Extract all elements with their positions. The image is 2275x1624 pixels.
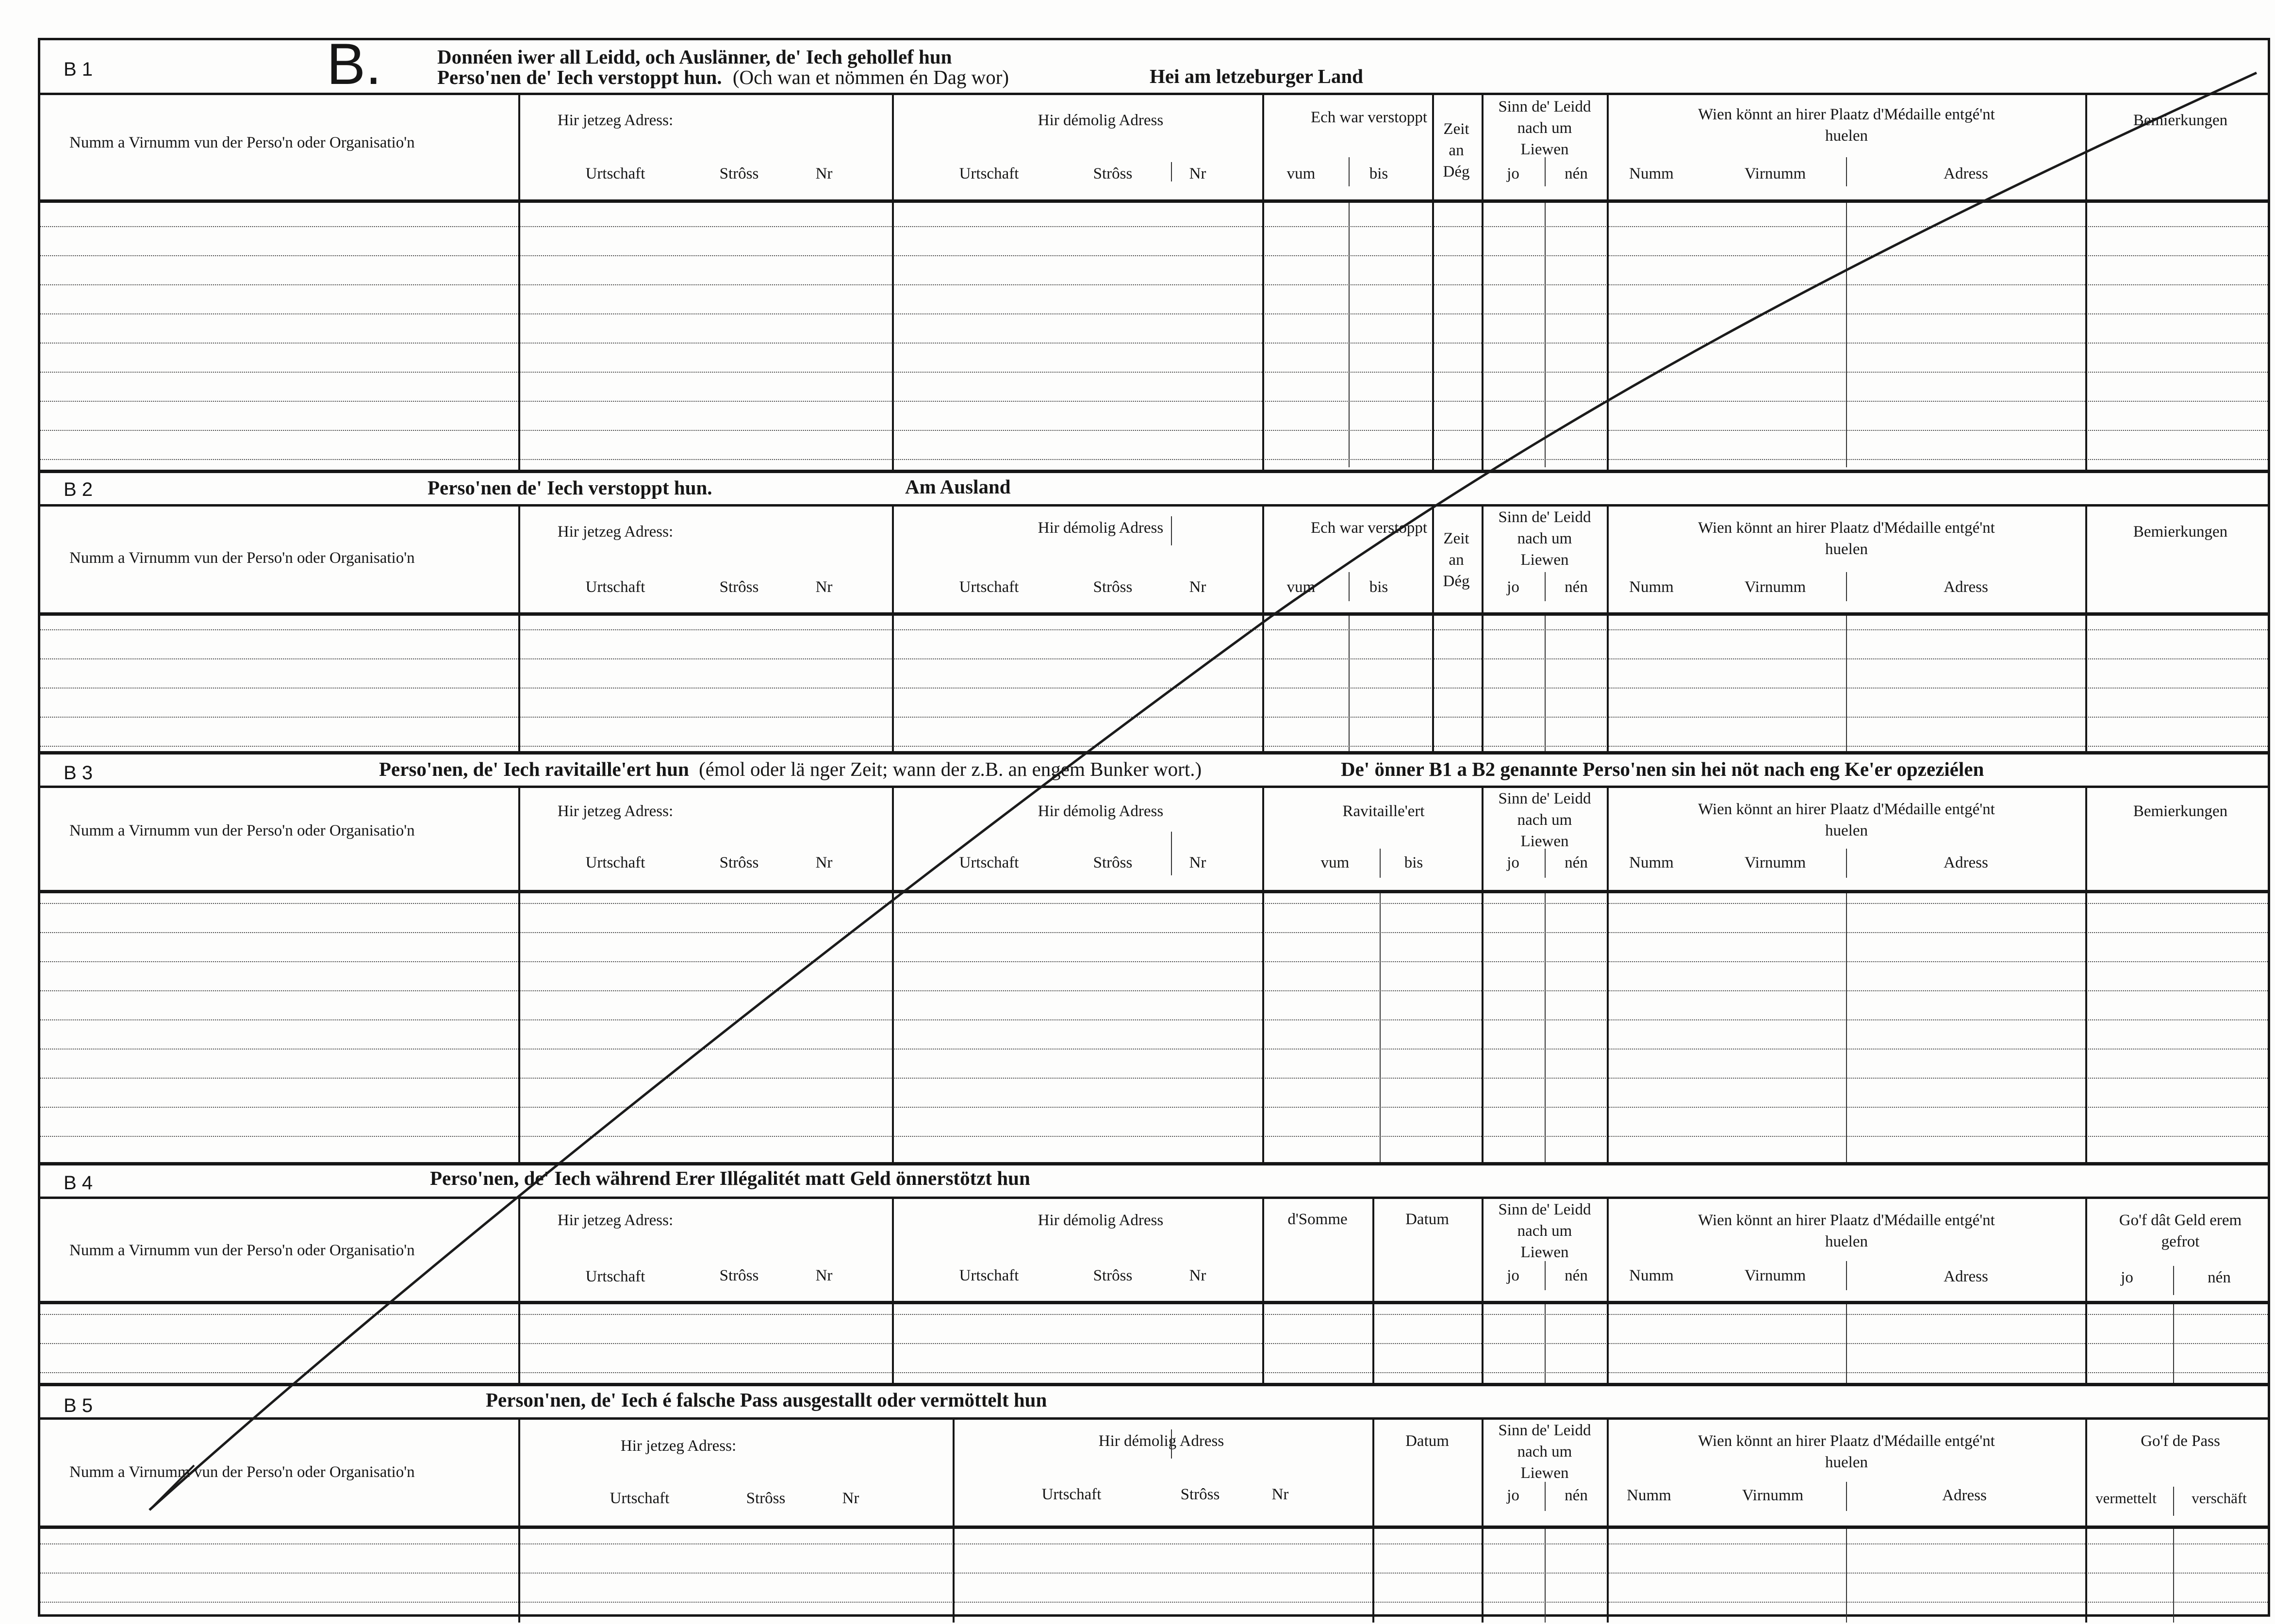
entry-rows[interactable]: [40, 203, 2268, 467]
sub-street: Strôss: [719, 578, 759, 596]
section-title: Perso'nen, de' Iech während Erer Illégalitét matt Geld önnerstötzt hun: [430, 1167, 1030, 1189]
col-sum: d'Somme: [1287, 1211, 1348, 1228]
col-person: Numm a Virnumm vun der Perso'n oder Organisatio'n: [69, 822, 415, 839]
table-row[interactable]: [40, 961, 2268, 962]
section-code: B 3: [64, 762, 93, 784]
col-medal: Wien könnt an hirer Plaatz d'Médaille entgé'nt huelen: [1698, 1432, 1995, 1471]
sub-name: Numm: [1629, 1267, 1674, 1284]
table-row[interactable]: [40, 629, 2268, 630]
col-survived: Sinn de' Leidd nach um Liewen: [1498, 1201, 1591, 1261]
section-subtitle: Hei am letzeburger Land: [1150, 65, 1363, 87]
sub-street: Strôss: [1180, 1486, 1220, 1503]
col-medal: Wien könnt an hirer Plaatz d'Médaille entgé'nt huelen: [1698, 519, 1995, 558]
sub-name: Numm: [1629, 165, 1674, 182]
sub-yes: jo: [1507, 1487, 1519, 1504]
section-title-line2: Perso'nen de' Iech verstoppt hun. (Och wan et nömmen én Dag wor): [437, 66, 1009, 88]
sub-place: Urtschaft: [1041, 1486, 1102, 1503]
entry-rows[interactable]: [40, 616, 2268, 755]
table-row[interactable]: [40, 401, 2268, 402]
sub-yes: jo: [1507, 854, 1519, 871]
entry-rows[interactable]: [40, 893, 2268, 1165]
col-date: Datum: [1405, 1211, 1449, 1228]
sub-nr: Nr: [842, 1490, 859, 1507]
col-survived: Sinn de' Leidd nach um Liewen: [1498, 1422, 1591, 1482]
section-code: B 5: [64, 1395, 93, 1416]
entry-rows[interactable]: [40, 1529, 2268, 1623]
sub-street: Strôss: [719, 854, 759, 871]
col-person: Numm a Virnumm vun der Perso'n oder Organisatio'n: [69, 549, 415, 567]
section-b3-header: [40, 755, 2268, 788]
sub-street: Strôss: [719, 1267, 759, 1284]
column-headers: [40, 95, 2268, 203]
col-current-address: Hir jetzeg Adress:: [557, 523, 674, 541]
sub-place: Urtschaft: [585, 1268, 645, 1285]
sub-address: Adress: [1942, 1487, 1987, 1504]
sub-first-name: Virnumm: [1744, 578, 1806, 596]
sub-first-name: Virnumm: [1742, 1487, 1804, 1504]
col-days: Zeit an Dég: [1443, 530, 1470, 590]
sub-nr: Nr: [815, 854, 833, 871]
sub-street: Strôss: [1093, 578, 1133, 596]
col-survived: Sinn de' Leidd nach um Liewen: [1498, 509, 1591, 569]
section-b4: [40, 1162, 2268, 1386]
section-b5-header: [40, 1386, 2268, 1420]
sub-address: Adress: [1944, 854, 1988, 871]
sub-nr: Nr: [1189, 578, 1206, 596]
table-row[interactable]: [40, 459, 2268, 460]
table-row[interactable]: [40, 372, 2268, 373]
section-code: B 4: [64, 1172, 93, 1194]
table-row[interactable]: [40, 1573, 2268, 1574]
col-current-address: Hir jetzeg Adress:: [557, 112, 674, 129]
col-supplied: Ravitaille'ert: [1342, 803, 1425, 820]
sub-name: Numm: [1629, 578, 1674, 596]
section-b5: [40, 1383, 2268, 1623]
section-b1-header: [40, 32, 2268, 97]
sub-nr: Nr: [1189, 165, 1206, 182]
section-subtitle: De' önner B1 a B2 genannte Perso'nen sin hei nöt nach eng Ke'er opzeziélen: [1341, 758, 1984, 780]
column-headers: [40, 507, 2268, 616]
table-row[interactable]: [40, 1343, 2268, 1344]
section-b4-header: [40, 1165, 2268, 1199]
table-row[interactable]: [40, 1602, 2268, 1603]
sub-nr: Nr: [1189, 854, 1206, 871]
sub-no: nén: [1565, 165, 1588, 182]
table-row[interactable]: [40, 430, 2268, 431]
table-row[interactable]: [40, 990, 2268, 991]
col-remarks: Bemierkungen: [2133, 523, 2228, 541]
section-b3: [40, 751, 2268, 1165]
col-medal: Wien könnt an hirer Plaatz d'Médaille entgé'nt huelen: [1698, 801, 1995, 839]
col-former-address: Hir démolig Adress: [1038, 803, 1164, 820]
section-title: Person'nen, de' Iech é falsche Pass ausgestallt oder vermöttelt hun: [486, 1389, 1047, 1411]
col-date: Datum: [1405, 1432, 1449, 1450]
sub-first-name: Virnumm: [1744, 1267, 1806, 1284]
sub-yes: jo: [1507, 1267, 1519, 1284]
sub-pass-procured: verschäft: [2192, 1490, 2247, 1507]
sub-address: Adress: [1944, 578, 1988, 596]
sub-to: bis: [1369, 578, 1388, 596]
section-b1: [40, 32, 2268, 470]
section-title: Perso'nen de' Iech verstoppt hun.: [428, 476, 712, 499]
sub-address: Adress: [1944, 1268, 1988, 1285]
sub-from: vum: [1286, 165, 1316, 182]
section-title: Donnéen iwer all Leidd, och Auslänner, de' Iech gehollef hun: [437, 46, 952, 68]
sub-nr: Nr: [815, 1267, 833, 1284]
col-hidden: Ech war verstoppt: [1310, 109, 1428, 126]
sub-first-name: Virnumm: [1744, 165, 1806, 182]
sub-no: nén: [1565, 578, 1588, 596]
col-current-address: Hir jetzeg Adress:: [620, 1437, 737, 1455]
sub-street: Strôss: [746, 1490, 786, 1507]
col-current-address: Hir jetzeg Adress:: [557, 803, 674, 820]
section-b2: [40, 470, 2268, 755]
sub-street: Strôss: [1093, 165, 1133, 182]
sub-street: Strôss: [1093, 1267, 1133, 1284]
sub-yes: jo: [1507, 165, 1519, 182]
col-remarks: Bemierkungen: [2133, 803, 2228, 820]
col-pass: Go'f de Pass: [2141, 1432, 2220, 1450]
table-row[interactable]: [40, 1314, 2268, 1315]
sub-from: vum: [1320, 854, 1350, 871]
sub-no: nén: [1565, 854, 1588, 871]
table-row[interactable]: [40, 1372, 2268, 1373]
section-b2-header: [40, 473, 2268, 507]
sub-pass-arranged: vermettelt: [2095, 1490, 2157, 1507]
col-survived: Sinn de' Leidd nach um Liewen: [1498, 790, 1591, 850]
sub-yes: jo: [2121, 1269, 2133, 1286]
sub-to: bis: [1369, 165, 1388, 182]
sub-nr: Nr: [1189, 1267, 1206, 1284]
col-money-returned: Go'f dât Geld erem gefrot: [2119, 1212, 2242, 1250]
table-row[interactable]: [40, 255, 2268, 256]
col-medal: Wien könnt an hirer Plaatz d'Médaille entgé'nt huelen: [1698, 106, 1995, 145]
table-row[interactable]: [40, 688, 2268, 689]
sub-first-name: Virnumm: [1744, 854, 1806, 871]
form-letter: B.: [327, 32, 382, 97]
table-row[interactable]: [40, 903, 2268, 904]
table-row[interactable]: [40, 1543, 2268, 1544]
table-row[interactable]: [40, 343, 2268, 344]
sub-place: Urtschaft: [959, 165, 1019, 182]
sub-street: Strôss: [719, 165, 759, 182]
col-current-address: Hir jetzeg Adress:: [557, 1212, 674, 1229]
sub-address: Adress: [1944, 165, 1988, 182]
sub-place: Urtschaft: [585, 578, 645, 596]
column-headers: [40, 788, 2268, 893]
table-row[interactable]: [40, 1019, 2268, 1020]
table-row[interactable]: [40, 1049, 2268, 1050]
col-former-address: Hir démolig Adress: [1038, 519, 1164, 537]
col-survived: Sinn de' Leidd nach um Liewen: [1498, 98, 1591, 158]
col-former-address: Hir démolig Adress: [1098, 1432, 1224, 1450]
table-row[interactable]: [40, 717, 2268, 718]
sub-place: Urtschaft: [585, 854, 645, 871]
sub-place: Urtschaft: [959, 1267, 1019, 1284]
sub-yes: jo: [1507, 578, 1519, 596]
sub-to: bis: [1404, 854, 1423, 871]
table-row[interactable]: [40, 1107, 2268, 1108]
table-row[interactable]: [40, 284, 2268, 285]
section-code: B 1: [64, 59, 93, 80]
col-person: Numm a Virnumm vun der Perso'n oder Organisatio'n: [69, 1242, 415, 1259]
sub-nr: Nr: [1271, 1486, 1289, 1503]
table-row[interactable]: [40, 746, 2268, 747]
sub-place: Urtschaft: [959, 854, 1019, 871]
section-code: B 2: [64, 479, 93, 500]
col-former-address: Hir démolig Adress: [1038, 1212, 1164, 1229]
table-row[interactable]: [40, 658, 2268, 659]
table-row[interactable]: [40, 1136, 2268, 1137]
table-row[interactable]: [40, 226, 2268, 227]
sub-no: nén: [1565, 1267, 1588, 1284]
col-person: Numm a Virnumm vun der Perso'n oder Organisatio'n: [69, 1463, 415, 1481]
col-medal: Wien könnt an hirer Plaatz d'Médaille entgé'nt huelen: [1698, 1212, 1995, 1250]
col-days: Zeit an Dég: [1443, 120, 1470, 180]
col-remarks: Bemierkungen: [2133, 112, 2228, 129]
table-row[interactable]: [40, 932, 2268, 933]
sub-no: nén: [1565, 1487, 1588, 1504]
sub-place: Urtschaft: [959, 578, 1019, 596]
table-row[interactable]: [40, 1078, 2268, 1079]
column-headers: [40, 1420, 2268, 1529]
section-subtitle: Am Ausland: [905, 476, 1011, 498]
col-hidden: Ech war verstoppt: [1310, 519, 1428, 537]
sub-name: Numm: [1629, 854, 1674, 871]
section-title: Perso'nen, de' Iech ravitaille'ert hun (émol oder lä nger Zeit; wann der z.B. an engem Bunker wort.): [379, 758, 1202, 780]
sub-street: Strôss: [1093, 854, 1133, 871]
col-former-address: Hir démolig Adress: [1038, 112, 1164, 129]
sub-name: Numm: [1627, 1487, 1671, 1504]
form-b: [38, 32, 2270, 1617]
sub-no: nén: [2208, 1269, 2231, 1286]
col-person: Numm a Virnumm vun der Perso'n oder Organisatio'n: [69, 134, 415, 151]
entry-rows[interactable]: [40, 1304, 2268, 1386]
sub-place: Urtschaft: [610, 1490, 670, 1507]
sub-place: Urtschaft: [585, 165, 645, 182]
sub-from: vum: [1286, 578, 1316, 596]
column-headers: [40, 1199, 2268, 1304]
sub-nr: Nr: [815, 165, 833, 182]
table-row[interactable]: [40, 313, 2268, 314]
sub-nr: Nr: [815, 578, 833, 596]
